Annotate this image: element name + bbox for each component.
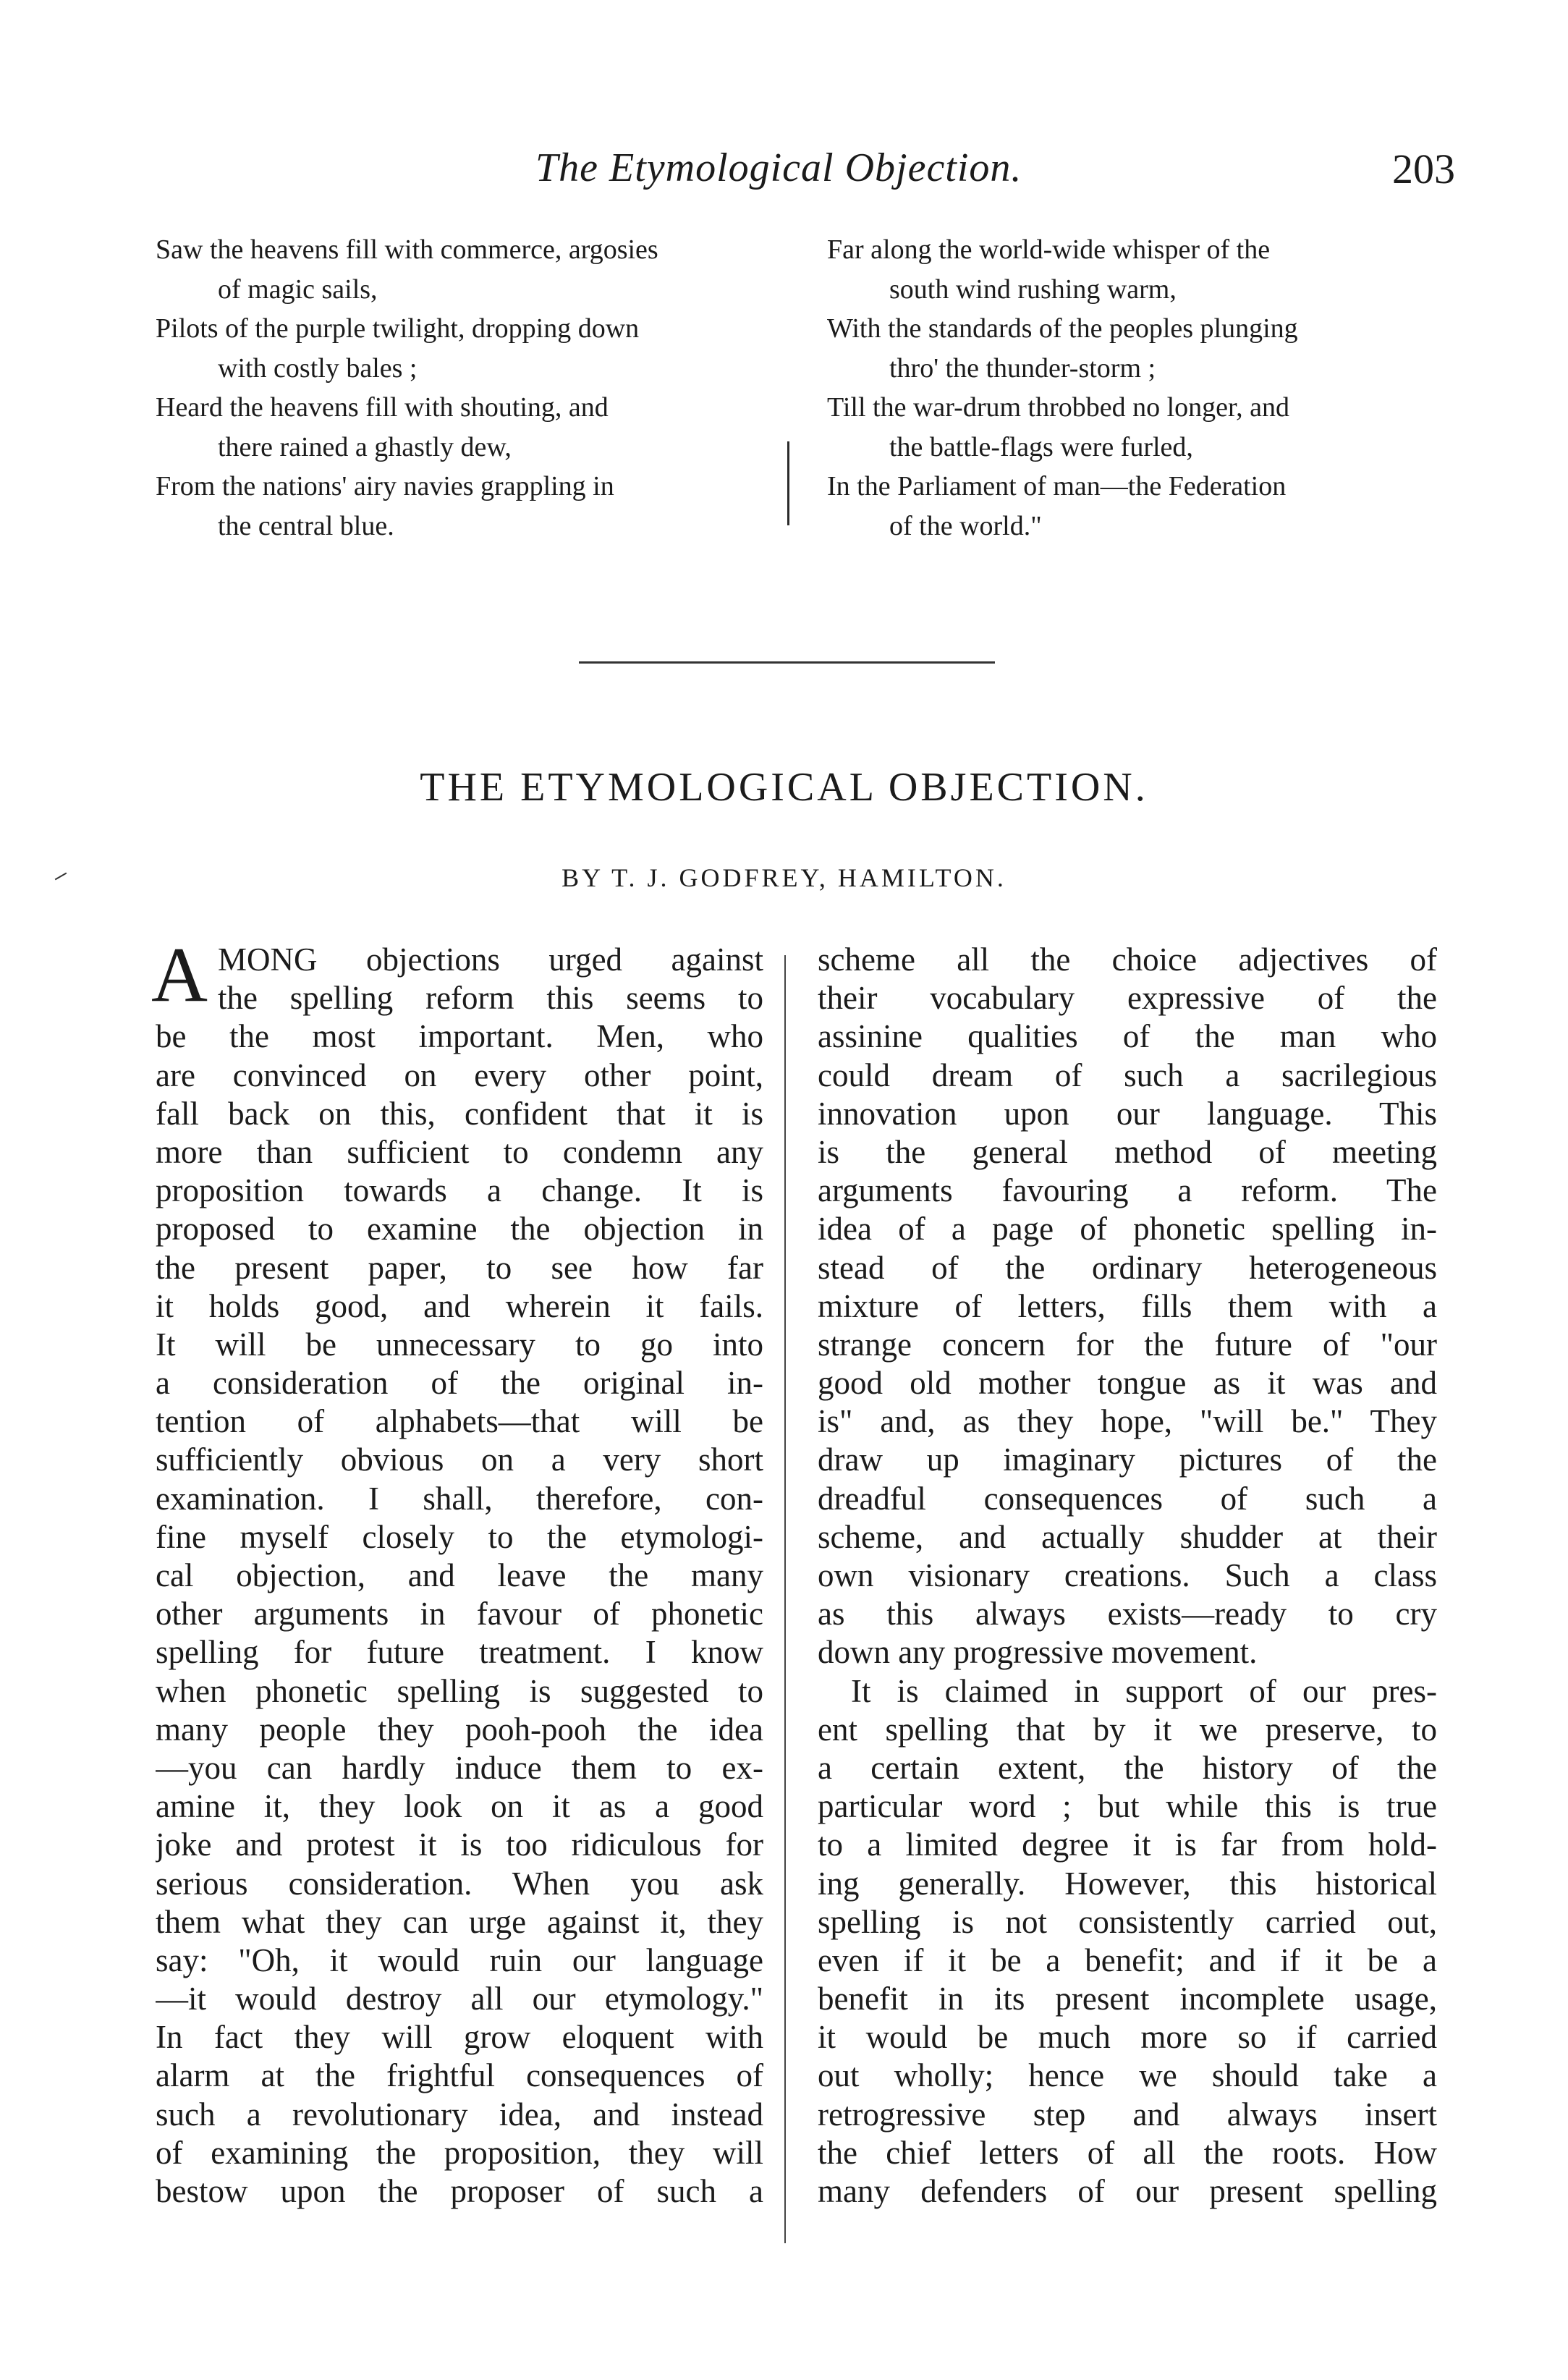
body-line: many defenders of our present spelling	[818, 2173, 1437, 2209]
body-line: ing generally. However, this historical	[818, 1865, 1437, 1902]
body-line: be the most important. Men, who	[156, 1018, 763, 1055]
poem-line: with costly bales ;	[218, 352, 418, 384]
body-line: proposed to examine the objection in	[156, 1211, 763, 1248]
poem-column-divider	[787, 441, 789, 525]
body-line: could dream of such a sacrilegious	[818, 1056, 1437, 1093]
body-line: own visionary creations. Such a class	[818, 1557, 1437, 1593]
body-line: spelling is not consistently carried out,	[818, 1903, 1437, 1940]
body-line: ent spelling that by it we preserve, to	[818, 1711, 1437, 1748]
article-title: THE ETYMOLOGICAL OBJECTION.	[420, 765, 1148, 810]
body-line: —you can hardly induce them to ex-	[156, 1749, 763, 1786]
running-title: The Etymological Objection.	[535, 145, 1022, 190]
body-line: particular word ; but while this is true	[818, 1788, 1437, 1825]
body-line: retrogressive step and always insert	[818, 2096, 1437, 2133]
body-line: even if it be a benefit; and if it be a	[818, 1941, 1437, 1978]
body-line: benefit in its present incomplete usage,	[818, 1981, 1437, 2017]
poem-right-column	[827, 230, 1449, 546]
body-line: tention of alphabets—that will be	[156, 1403, 763, 1440]
body-line: amine it, they look on it as a good	[156, 1788, 763, 1825]
body-line: examination. I shall, therefore, con-	[156, 1480, 763, 1517]
column-divider	[784, 955, 786, 2243]
body-line: the chief letters of all the roots. How	[818, 2134, 1437, 2171]
poem-line: From the nations' airy navies grappling in	[156, 471, 614, 501]
body-line: stead of the ordinary heterogeneous	[818, 1249, 1437, 1286]
body-line: their vocabulary expressive of the	[818, 980, 1437, 1017]
body-line: it would be much more so if carried	[818, 2019, 1437, 2056]
body-line: alarm at the frightful consequences of	[156, 2057, 763, 2094]
body-line: say: "Oh, it would ruin our language	[156, 1941, 763, 1978]
body-line: mixture of letters, fills them with a	[818, 1287, 1437, 1324]
body-line: down any progressive movement.	[818, 1634, 1258, 1671]
body-line: other arguments in favour of phonetic	[156, 1596, 763, 1632]
body-line: good old mother tongue as it was and	[818, 1365, 1437, 1402]
body-line: idea of a page of phonetic spelling in-	[818, 1211, 1437, 1248]
body-line: serious consideration. When you ask	[156, 1865, 763, 1902]
poem-line: south wind rushing warm,	[889, 274, 1177, 305]
poem-line: thro' the thunder-storm ;	[889, 352, 1156, 384]
body-line: the spelling reform this seems to	[218, 980, 763, 1017]
body-line: innovation upon our language. This	[818, 1095, 1437, 1132]
body-line: In fact they will grow eloquent with	[156, 2019, 763, 2056]
body-line: draw up imaginary pictures of the	[818, 1441, 1437, 1478]
body-line: a certain extent, the history of the	[818, 1749, 1437, 1786]
poem-line: Pilots of the purple twilight, dropping down	[156, 313, 640, 344]
poem-line: Saw the heavens fill with commerce, argosies	[156, 234, 658, 265]
poem-line: the central blue.	[218, 510, 394, 541]
article-byline: BY T. J. GODFREY, HAMILTON.	[561, 863, 1007, 892]
article-right-column	[818, 941, 1437, 2211]
poem-left-column	[156, 230, 763, 546]
body-line: the present paper, to see how far	[156, 1249, 763, 1286]
poem-line: of magic sails,	[218, 274, 378, 305]
body-line: sufficiently obvious on a very short	[156, 1441, 763, 1478]
body-line: joke and protest it is too ridiculous for	[156, 1826, 763, 1863]
body-line: cal objection, and leave the many	[156, 1557, 763, 1593]
body-line: proposition towards a change. It is	[156, 1172, 763, 1209]
body-line: a consideration of the original in-	[156, 1365, 763, 1402]
poem-line: Till the war-drum throbbed no longer, and	[827, 392, 1290, 423]
body-line: MONG objections urged against	[218, 941, 763, 978]
body-line: scheme all the choice adjectives of	[818, 941, 1437, 978]
body-line: strange concern for the future of "our	[818, 1326, 1437, 1363]
body-line: is the general method of meeting	[818, 1133, 1437, 1170]
drop-cap: A	[151, 932, 208, 1018]
body-line: when phonetic spelling is suggested to	[156, 1672, 763, 1709]
body-line: more than sufficient to condemn any	[156, 1133, 763, 1170]
poem-line: Heard the heavens fill with shouting, and	[156, 392, 609, 423]
poem-line: With the standards of the peoples plunging	[827, 313, 1298, 344]
body-line: spelling for future treatment. I know	[156, 1634, 763, 1671]
poem-line: Far along the world-wide whisper of the	[827, 234, 1271, 265]
poem-line: of the world."	[889, 510, 1042, 541]
body-line: such a revolutionary idea, and instead	[156, 2096, 763, 2133]
body-line: —it would destroy all our etymology."	[156, 1981, 763, 2017]
body-line: to a limited degree it is far from hold-	[818, 1826, 1437, 1863]
body-line: them what they can urge against it, they	[156, 1903, 763, 1940]
body-line: bestow upon the proposer of such a	[156, 2173, 763, 2209]
poem-line: there rained a ghastly dew,	[218, 431, 512, 462]
body-line: as this always exists—ready to cry	[818, 1596, 1437, 1632]
body-line: is" and, as they hope, "will be." They	[818, 1403, 1437, 1440]
body-line: it holds good, and wherein it fails.	[156, 1287, 763, 1324]
body-line: many people they pooh-pooh the idea	[156, 1711, 763, 1748]
body-line: assinine qualities of the man who	[818, 1018, 1437, 1055]
section-rule	[579, 661, 995, 664]
body-line: scheme, and actually shudder at their	[818, 1518, 1437, 1555]
body-line: out wholly; hence we should take a	[818, 2057, 1437, 2094]
body-line: dreadful consequences of such a	[818, 1480, 1437, 1517]
body-line: fall back on this, confident that it is	[156, 1095, 763, 1132]
body-line: are convinced on every other point,	[156, 1056, 763, 1093]
poem-line: the battle-flags were furled,	[889, 431, 1193, 462]
article-left-column	[151, 932, 763, 2211]
body-line: arguments favouring a reform. The	[818, 1172, 1437, 1209]
page-number: 203	[1392, 145, 1455, 192]
body-line: It is claimed in support of our pres-	[851, 1672, 1437, 1709]
body-line: of examining the proposition, they will	[156, 2134, 763, 2171]
body-line: fine myself closely to the etymologi-	[156, 1518, 763, 1555]
poem-line: In the Parliament of man—the Federation	[827, 471, 1287, 501]
body-line: It will be unnecessary to go into	[156, 1326, 763, 1363]
running-head	[0, 145, 1568, 203]
